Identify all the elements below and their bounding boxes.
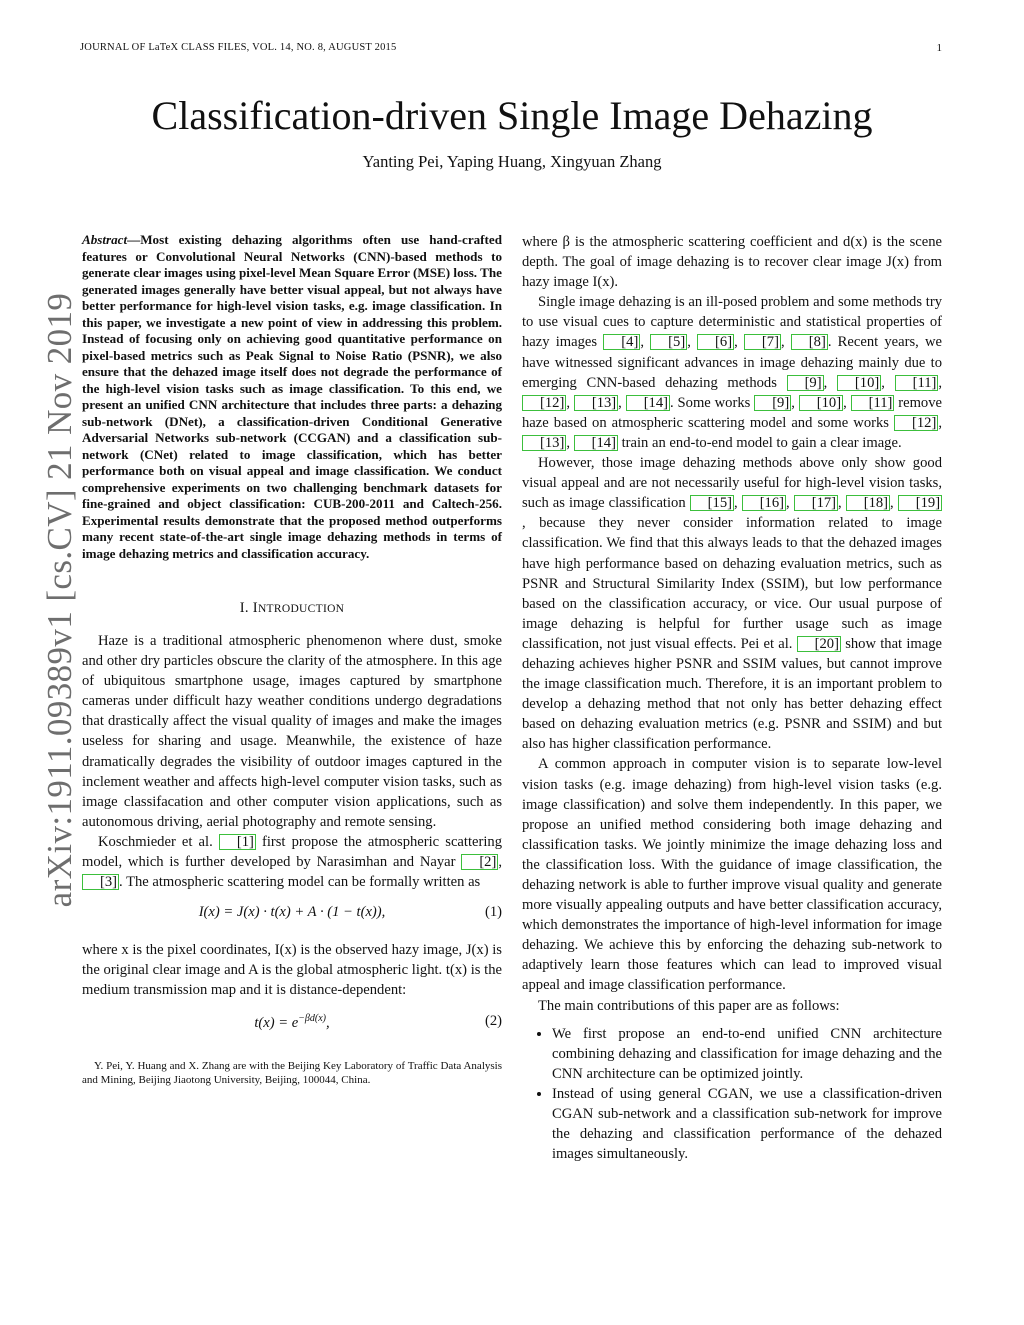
citation-link[interactable]: [15] bbox=[690, 495, 734, 511]
intro-paragraph-2 bbox=[82, 832, 502, 892]
abstract-text: —Most existing dehazing algorithms often use hand-crafted features or Convolutional Neural Networks (CNN)-based methods to generate clear images using pixel-level Mean Square Error (MSE) loss. The generated images generally have better visual appeal, but not always have better performance for high-level vision tasks, e.g. image classification. In this paper, we investigate a new point of view in addressing this problem. Instead of focusing only on achieving good quantitative performance on pixel-based metrics such as Peak Signal to Noise Ratio (PSNR), we also ensure that the dehazed image itself does not degrade the performance of the high-level vision tasks such as image classification. To this end, we present an unified CNN architecture that includes three parts: a dehazing sub-network (DNet), a classification-driven Conditional Generative Adversarial Networks sub-network (CCGAN) and a classification sub-network (CNet) related to image classification, which has better performance both on visual appeal and image classification. We conduct comprehensive experiments on two challenging benchmark datasets for fine-grained and object classification: CUB-200-2011 and Caltech-256. Experimental results demonstrate that the proposed method outperforms many recent state-of-the-art single image dehazing methods in terms of image dehazing metrics and classification accuracy. bbox=[82, 232, 502, 561]
right-paragraph-2 bbox=[522, 292, 942, 453]
citation-link[interactable]: [18] bbox=[846, 495, 890, 511]
paragraph-text: . Some works bbox=[670, 394, 755, 411]
citation-group: [9] , [10] , [11] bbox=[754, 395, 894, 411]
citation-link[interactable]: [9] bbox=[754, 395, 791, 411]
intro-paragraph-1: Haze is a traditional atmospheric phenomenon where dust, smoke and other dry particles obscure the clarity of the atmosphere. In this age of ubiquitous smartphone usage, images captured by smartphone cameras under difficult hazy weather conditions undergo degradations that drastically affect the visual quality of images and make the images useless for sharing and usage. Meanwhile, the existence of haze dramatically degrades the visibility of outdoor images captured in the inclement weather and affects high-level computer vision tasks, such as image classifacation and other computer vision applications, such as autonomous driving, aerial photography and remote sensing. bbox=[82, 633, 502, 830]
equation-2 bbox=[82, 1013, 502, 1037]
citation-link[interactable]: [19] bbox=[898, 495, 942, 511]
section-heading-introduction bbox=[82, 600, 502, 617]
section-number: I. bbox=[239, 600, 249, 616]
paragraph-text: Single image dehazing is an ill-posed problem and some methods try to use visual cues to capture deterministic and statistical properties of hazy images bbox=[522, 294, 942, 351]
equation-2-base: t(x) = e bbox=[254, 1014, 299, 1031]
paragraph-text: train an end-to-end model to gain a clear image. bbox=[617, 434, 902, 451]
paragraph-text: , because they never consider information related to image classification. We find that this always leads to that the dehazed images have high performance based on dehazing evaluation metrics, such as PSNR and Structural Similarity Index (SSIM), but low performance based on the classification accuracy, or vice. Our usual purpose of image dehazing is helpful for further usage such as image classification, not just visual effects. Pei et al. bbox=[522, 515, 942, 652]
citation-link[interactable]: [5] bbox=[650, 334, 687, 350]
paragraph-text: show that image dehazing achieves higher PSNR and SSIM values, but cannot improve the image classification much. Therefore, it is an important problem to develop a dehazing method that not only has better dehazing effect based on dehazing evaluation metrics (e.g. PSNR and SSIM) and but also has higher classification performance. bbox=[522, 635, 942, 753]
paragraph-text: . Recent years, we have witnessed significant advances in image dehazing mainly due to emerging CNN-based dehazing methods bbox=[522, 334, 943, 391]
left-column bbox=[82, 232, 502, 1087]
citation-group: [9] , [10] , [11] , [12] , [13] , [14] bbox=[522, 375, 942, 411]
citation-link[interactable]: [14] bbox=[626, 395, 670, 411]
paragraph-text: remove haze based on atmospheric scattering model and some works bbox=[522, 394, 942, 431]
citation-link[interactable]: [13] bbox=[574, 395, 618, 411]
citation-link[interactable]: [6] bbox=[697, 334, 734, 350]
abstract-lead: Abstract bbox=[82, 232, 128, 247]
contributions-list bbox=[522, 1024, 942, 1165]
citation-link[interactable]: [20] bbox=[797, 636, 841, 652]
arxiv-identifier-stamp: arXiv:1911.09389v1 [cs.CV] 21 Nov 2019 bbox=[40, 292, 79, 908]
right-paragraph-1: where β is the atmospheric scattering coefficient and d(x) is the scene depth. The goal of image dehazing is to recover clear image J(x) from hazy image I(x). bbox=[522, 234, 942, 291]
paper-authors: Yanting Pei, Yaping Huang, Xingyuan Zhang bbox=[362, 152, 662, 171]
citation-link[interactable]: [11] bbox=[851, 395, 895, 411]
citation-group: [15] , [16] , [17] , [18] , [19] bbox=[690, 495, 942, 511]
equation-2-body bbox=[82, 1013, 502, 1032]
paragraph-text: . The atmospheric scattering model can be formally written as bbox=[119, 874, 481, 891]
running-head: JOURNAL OF LaTeX CLASS FILES, VOL. 14, NO. 8, AUGUST 2015 bbox=[80, 42, 397, 53]
citation-link[interactable]: [3] bbox=[82, 874, 119, 890]
section-first-letter: I bbox=[252, 600, 258, 616]
right-paragraph-5: The main contributions of this paper are as follows: bbox=[538, 997, 840, 1014]
section-title-rest: NTRODUCTION bbox=[257, 603, 345, 615]
contribution-item: • We first propose an end-to-end unified CNN architecture combining dehazing and classification for image dehazing and the CNN architecture can be optimized jointly. bbox=[552, 1024, 942, 1084]
right-paragraph-3 bbox=[522, 453, 942, 754]
citation-link[interactable]: [13] bbox=[522, 435, 566, 451]
equation-2-tail: , bbox=[326, 1014, 330, 1031]
citation-link[interactable]: [8] bbox=[791, 334, 828, 350]
citation-link[interactable]: [7] bbox=[744, 334, 781, 350]
equation-2-number: (2) bbox=[484, 1012, 502, 1029]
paragraph-text: Koschmieder et al. bbox=[98, 833, 219, 850]
intro-paragraph-3: where x is the pixel coordinates, I(x) is the observed hazy image, J(x) is the original clear image and A is the global atmospheric light. t(x) is the medium transmission map and it is distance-dependent: bbox=[82, 942, 502, 999]
paragraph-text: , bbox=[498, 854, 502, 871]
citation-link[interactable]: [1] bbox=[219, 834, 256, 850]
citation-link[interactable]: [12] bbox=[894, 415, 938, 431]
equation-1-number: (1) bbox=[484, 904, 502, 921]
citation-link[interactable]: [9] bbox=[787, 375, 824, 391]
citation-link[interactable]: [14] bbox=[574, 435, 618, 451]
right-column bbox=[522, 232, 942, 1164]
equation-1 bbox=[82, 904, 502, 928]
citation-link[interactable]: [2] bbox=[461, 854, 498, 870]
citation-link[interactable]: [17] bbox=[794, 495, 838, 511]
equation-1-body: I(x) = J(x) · t(x) + A · (1 − t(x)), bbox=[198, 904, 386, 921]
citation-link[interactable]: [10] bbox=[799, 395, 843, 411]
paragraph-text: first propose the atmospheric scattering model, which is further developed by Narasimhan and Nayar bbox=[82, 833, 502, 871]
paper-title: Classification-driven Single Image Dehazing bbox=[151, 93, 873, 138]
affiliation-footnote: Y. Pei, Y. Huang and X. Zhang are with the Beijing Key Laboratory of Traffic Data Analysis and Mining, Beijing Jiaotong University, Beijing, 100044, China. bbox=[82, 1059, 502, 1086]
citation-link[interactable]: [10] bbox=[837, 375, 881, 391]
right-paragraph-4: A common approach in computer vision is to separate low-level vision tasks (e.g. image dehazing) from high-level vision tasks (e.g. image classification) and solve them independently. In this paper, we propose an unified method considering both image dehazing and classification tasks. We jointly minimize the image dehazing loss and the classification loss. With the guidance of image classification, the dehazing network is able to further improve visual quality and generate more visually appealing outputs and have better classification accuracy, which demonstrates the importance of high-level information for image dehazing. We achieve this by enforcing the dehazing sub-network to adaptively learn those features which can lead to improved visual appeal and image classification performance. bbox=[522, 756, 942, 994]
citation-link[interactable]: [16] bbox=[742, 495, 786, 511]
paragraph-text: However, those image dehazing methods above only show good visual appeal and are not necessarily useful for high-level vision tasks, such as image classification bbox=[522, 455, 942, 512]
contribution-item: • Instead of using general CGAN, we use a classification-driven CGAN sub-network and a classification sub-network for improve the dehazing and classification performance of the dehazed images simultaneously. bbox=[552, 1084, 942, 1164]
citation-link[interactable]: [4] bbox=[603, 334, 640, 350]
citation-link[interactable]: [12] bbox=[522, 395, 566, 411]
page-number: 1 bbox=[936, 42, 942, 54]
equation-2-exponent: −βd(x) bbox=[298, 1012, 327, 1024]
abstract bbox=[82, 232, 502, 562]
citation-group: [4] , [5] , [6] , [7] , [8] bbox=[603, 334, 828, 350]
citation-group: [12] , [13] , [14] bbox=[522, 415, 942, 451]
citation-link[interactable]: [11] bbox=[895, 375, 939, 391]
